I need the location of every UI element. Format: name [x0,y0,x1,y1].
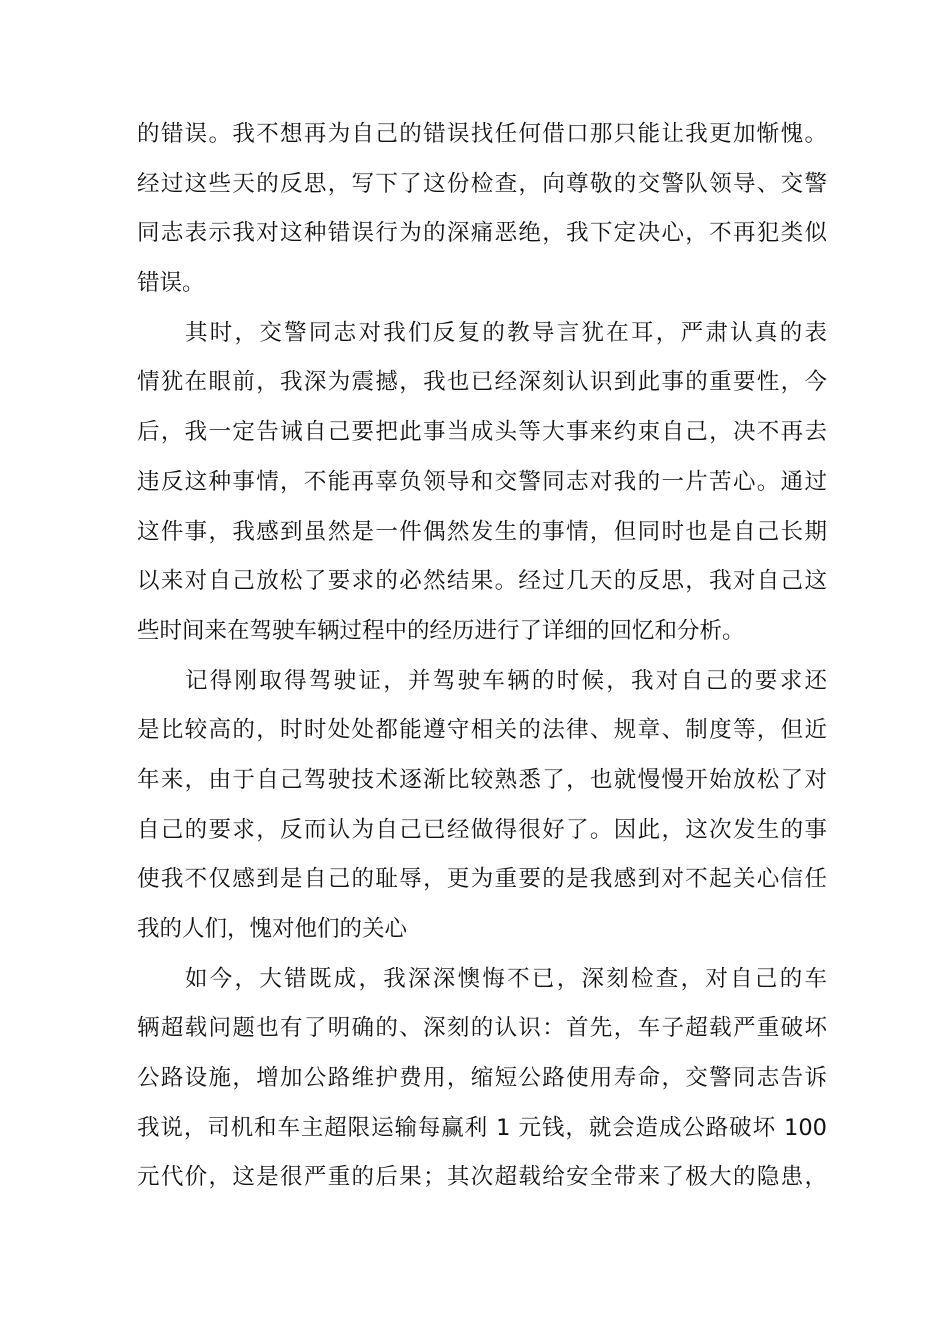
text-line: 年来，由于自己驾驶技术逐渐比较熟悉了，也就慢慢开始放松了对 [137,766,827,793]
body-text [137,110,827,1203]
paragraph-first-line: 其时，交警同志对我们反复的教导言犹在耳，严肃认真的表 [185,319,827,346]
text-line: 违反这种事情，不能再辜负领导和交警同志对我的一片苦心。通过 [137,468,827,495]
text-line: 自己的要求，反而认为自己已经做得很好了。因此，这次发生的事 [137,816,827,843]
text-line: 同志表示我对这种错误行为的深痛恶绝，我下定决心，不再犯类似 [137,220,827,247]
text-line: 情犹在眼前，我深为震撼，我也已经深刻认识到此事的重要性，今 [137,369,827,396]
text-line: 公路设施，增加公路维护费用，缩短公路使用寿命，交警同志告诉 [137,1065,827,1092]
text-line: 元代价，这是很严重的后果；其次超载给安全带来了极大的隐患， [137,1164,827,1191]
text-line: 辆超载问题也有了明确的、深刻的认识：首先，车子超载严重破坏 [137,1015,827,1042]
text-line: 以来对自己放松了要求的必然结果。经过几天的反思，我对自己这 [137,568,827,595]
text-line: 的错误。我不想再为自己的错误找任何借口那只能让我更加惭愧。 [137,121,827,147]
text-line: 我的人们，愧对他们的关心 [137,916,408,942]
text-line: 错误。 [137,270,205,297]
paragraph-first-line: 如今，大错既成，我深深懊悔不已，深刻检查，对自己的车 [185,965,827,992]
text-line: 使我不仅感到是自己的耻辱，更为重要的是我感到对不起关心信任 [137,866,827,893]
text-line: 些时间来在驾驶车辆过程中的经历进行了详细的回忆和分析。 [137,617,745,644]
text-line: 后，我一定告诫自己要把此事当成头等大事来约束自己，决不再去 [137,419,827,446]
paragraph-first-line: 记得刚取得驾驶证，并驾驶车辆的时候，我对自己的要求还 [185,667,827,694]
text-line: 经过这些天的反思，写下了这份检查，向尊敬的交警队领导、交警 [137,170,827,197]
text-line: 我说，司机和车主超限运输每赢利 1 元钱，就会造成公路破坏 100 [137,1114,827,1141]
text-line: 这件事，我感到虽然是一件偶然发生的事情，但同时也是自己长期 [137,518,827,545]
text-line: 是比较高的，时时处处都能遵守相关的法律、规章、制度等，但近 [137,717,827,744]
